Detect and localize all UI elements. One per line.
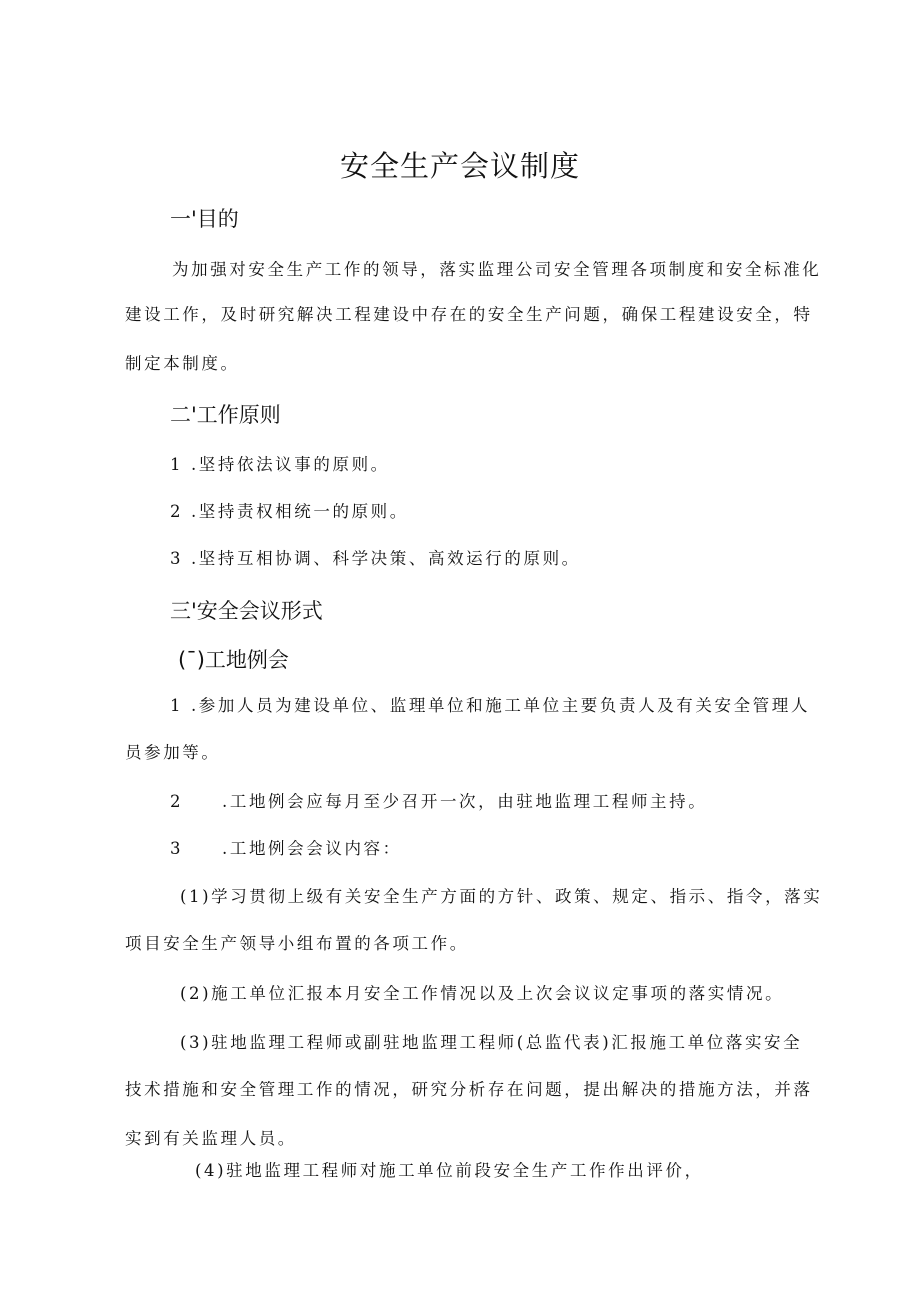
- sub-item: (3)驻地监理工程师或副驻地监理工程师(总监代表)汇报施工单位落实安全: [180, 1033, 803, 1052]
- sub-item: 项目安全生产领导小组布置的各项工作。: [125, 934, 469, 953]
- list-item: 1 .参加人员为建设单位、监理单位和施工单位主要负责人及有关安全管理人: [170, 696, 810, 715]
- list-text: .工地例会会议内容：: [222, 839, 402, 858]
- section-heading-principles: 二'工作原则: [170, 403, 281, 427]
- paragraph-line: 制定本制度。: [125, 354, 240, 373]
- document-title: 安全生产会议制度: [339, 149, 580, 183]
- sub-item: 实到有关监理人员。: [125, 1129, 297, 1148]
- list-number: 3: [170, 839, 184, 858]
- sub-item: (1)学习贯彻上级有关安全生产方面的方针、政策、规定、指示、指令，落实: [180, 887, 823, 906]
- list-item: 员参加等。: [125, 743, 221, 762]
- sub-item: (4)驻地监理工程师对施工单位前段安全生产工作作出评价，: [195, 1161, 704, 1180]
- paragraph-line: 建设工作，及时研究解决工程建设中存在的安全生产问题，确保工程建设安全，特: [125, 305, 813, 324]
- list-item: [170, 790, 707, 814]
- subsection-heading-site-meeting: (¯)工地例会: [178, 648, 289, 672]
- list-item: 3 .坚持互相协调、科学决策、高效运行的原则。: [170, 549, 581, 568]
- list-item: 1 .坚持依法议事的原则。: [170, 455, 390, 474]
- list-item: [170, 837, 402, 861]
- list-item: 2 .坚持责权相统一的原则。: [170, 502, 409, 521]
- paragraph-line: 为加强对安全生产工作的领导，落实监理公司安全管理各项制度和安全标准化: [172, 260, 822, 279]
- section-heading-purpose: 一'目的: [170, 207, 239, 231]
- sub-item: 技术措施和安全管理工作的情况，研究分析存在问题，提出解决的措施方法，并落: [125, 1080, 813, 1099]
- list-text: .工地例会应每月至少召开一次，由驻地监理工程师主持。: [222, 792, 708, 811]
- section-heading-meeting-forms: 三'安全会议形式: [170, 599, 323, 623]
- list-number: 2: [170, 792, 184, 811]
- sub-item: (2)施工单位汇报本月安全工作情况以及上次会议议定事项的落实情况。: [180, 984, 785, 1003]
